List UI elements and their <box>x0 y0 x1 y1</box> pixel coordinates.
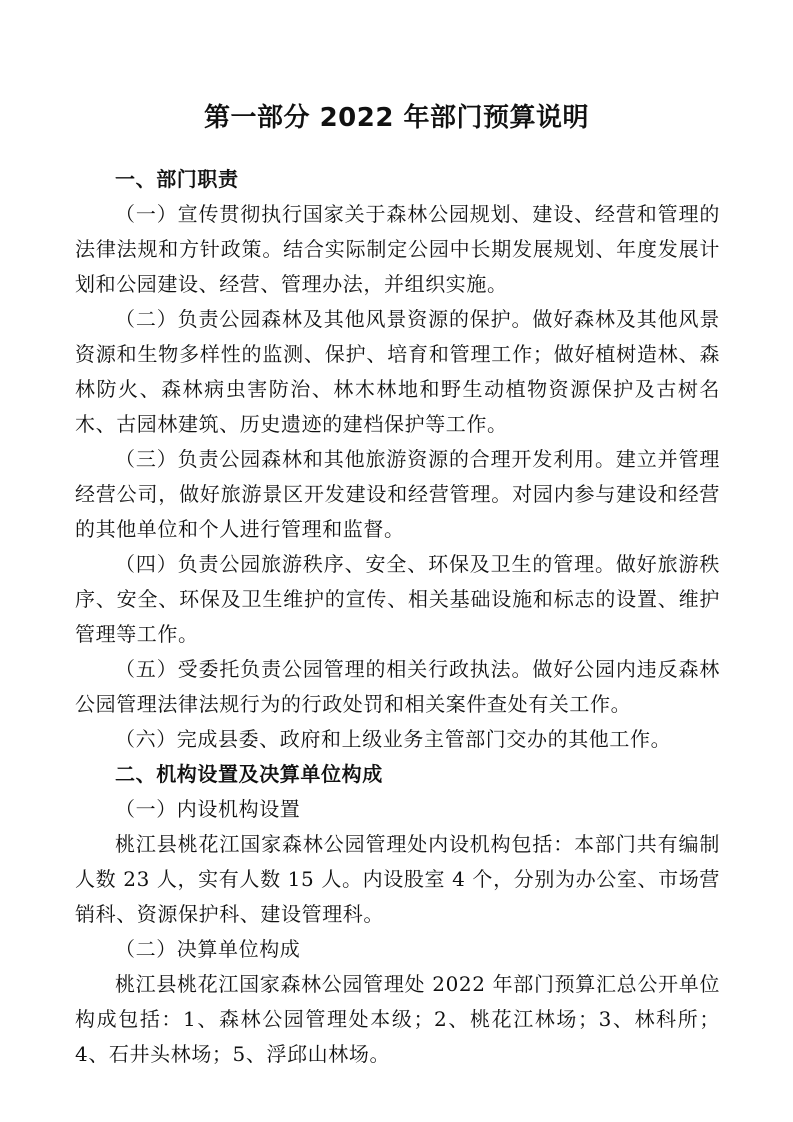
paragraph-duty-6: （六）完成县委、政府和上级业务主管部门交办的其他工作。 <box>115 727 672 751</box>
section-heading-duties: 一、部门职责 <box>115 167 239 191</box>
paragraph-duty-5: （五）受委托负责公园管理的相关行政执法。做好公园内违反森林公园管理法律法规行为的行政处罚和相关案件查处有关工作。 <box>75 657 720 716</box>
subheading-internal-structure: （一）内设机构设置 <box>115 797 301 821</box>
paragraph-duty-1: （一）宣传贯彻执行国家关于森林公园规划、建设、经营和管理的法律法规和方针政策。结合实际制定公园中长期发展规划、年度发展计划和公园建设、经营、管理办法，并组织实施。 <box>75 202 720 296</box>
document-body <box>75 162 720 1072</box>
paragraph-internal-structure: 桃江县桃花江国家森林公园管理处内设机构包括：本部门共有编制人数 23 人，实有人数 15 人。内设股室 4 个，分别为办公室、市场营销科、资源保护科、建设管理科。 <box>75 832 720 926</box>
subheading-budget-units: （二）决算单位构成 <box>115 937 301 961</box>
section-heading-organization: 二、机构设置及决算单位构成 <box>115 762 383 786</box>
page-title: 第一部分 2022 年部门预算说明 <box>204 103 589 133</box>
paragraph-budget-units: 桃江县桃花江国家森林公园管理处 2022 年部门预算汇总公开单位构成包括：1、森林公园管理处本级；2、桃花江林场；3、林科所；4、石井头林场；5、浮邱山林场。 <box>75 972 720 1066</box>
paragraph-duty-2: （二）负责公园森林及其他风景资源的保护。做好森林及其他风景资源和生物多样性的监测、保护、培育和管理工作；做好植树造林、森林防火、森林病虫害防治、林木林地和野生动植物资源保护及古树名木、古园林建筑、历史遗迹的建档保护等工作。 <box>75 307 720 436</box>
paragraph-duty-4: （四）负责公园旅游秩序、安全、环保及卫生的管理。做好旅游秩序、安全、环保及卫生维护的宣传、相关基础设施和标志的设置、维护管理等工作。 <box>75 552 720 646</box>
paragraph-duty-3: （三）负责公园森林和其他旅游资源的合理开发利用。建立并管理经营公司，做好旅游景区开发建设和经营管理。对园内参与建设和经营的其他单位和个人进行管理和监督。 <box>75 447 720 541</box>
